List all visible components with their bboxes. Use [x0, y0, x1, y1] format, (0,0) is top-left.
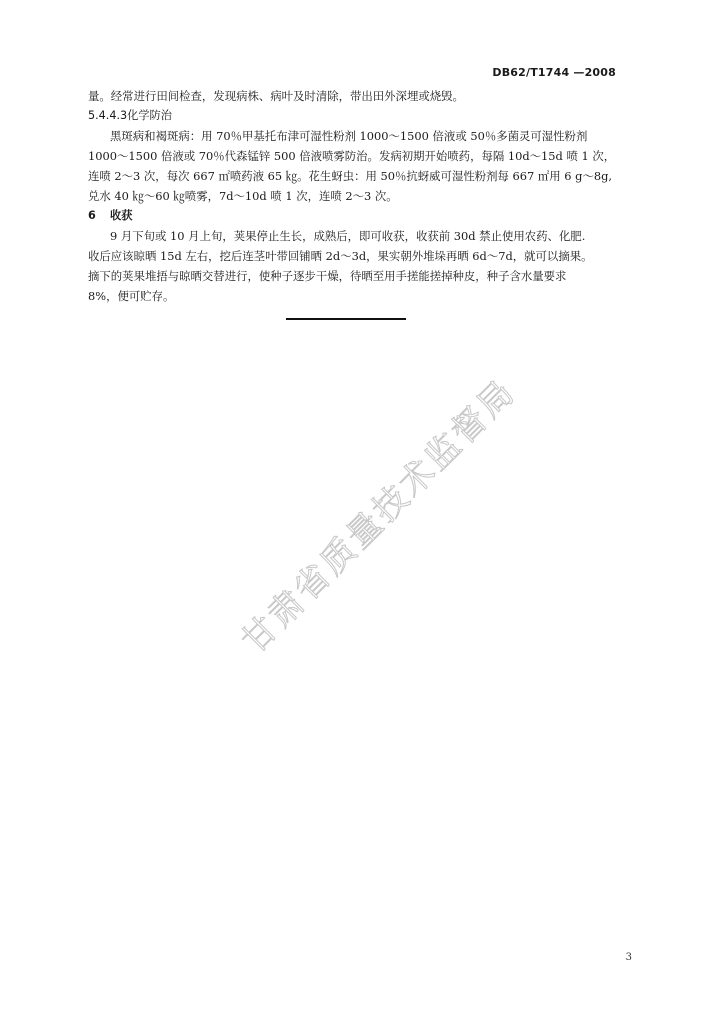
end-of-text-rule — [286, 318, 406, 320]
page-number: 3 — [625, 952, 632, 963]
paragraph-line: 9 月下旬或 10 月上旬，荚果停止生长，成熟后，即可收获，收获前 30d 禁止使用农药、化肥. — [110, 229, 586, 243]
paragraph-line: 兑水 40 ㎏～60 ㎏喷雾，7d～10d 喷 1 次，连喷 2～3 次。 — [88, 189, 398, 203]
section-heading-5-4-4-3 — [88, 106, 640, 126]
section-title: 化学防治 — [127, 109, 172, 122]
paragraph-harvest — [88, 226, 640, 306]
paragraph-line: 收后应该晾晒 15d 左右，挖后连茎叶带回铺晒 2d～3d，果实朝外堆垛再晒 6d～7d，就可以摘果。 — [88, 249, 593, 263]
paragraph-line: 量。经常进行田间检查，发现病株、病叶及时清除，带出田外深埋或烧毁。 — [88, 89, 464, 103]
document-code: DB62/T1744 —2008 — [492, 66, 616, 79]
paragraph-chemical-control — [88, 126, 640, 206]
paragraph-line: 连喷 2～3 次，每次 667 ㎡喷药液 65 ㎏。花生蚜虫：用 50％抗蚜威可湿性粉剂每 667 ㎡用 6 g～8g, — [88, 169, 612, 183]
section-title: 收获 — [110, 209, 133, 222]
paragraph-line: 8%，便可贮存。 — [88, 289, 175, 303]
paragraph-line: 摘下的荚果堆捂与晾晒交替进行，使种子逐步干燥，待晒至用手搓能搓掉种皮，种子含水量要求 — [88, 269, 567, 283]
paragraph-line: 1000～1500 倍液或 70％代森锰锌 500 倍液喷雾防治。发病初期开始喷药，每隔 10d～15d 喷 1 次， — [88, 149, 616, 163]
section-number: 5.4.4.3 — [88, 109, 128, 122]
page-body — [88, 86, 640, 306]
section-number: 6 — [88, 209, 96, 222]
paragraph-line: 黑斑病和褐斑病：用 70％甲基托布津可湿性粉剂 1000～1500 倍液或 50％多菌灵可湿性粉剂 — [110, 129, 588, 143]
section-heading-6 — [88, 206, 640, 226]
watermark: 甘肃省质量技术监督局 — [234, 371, 525, 662]
